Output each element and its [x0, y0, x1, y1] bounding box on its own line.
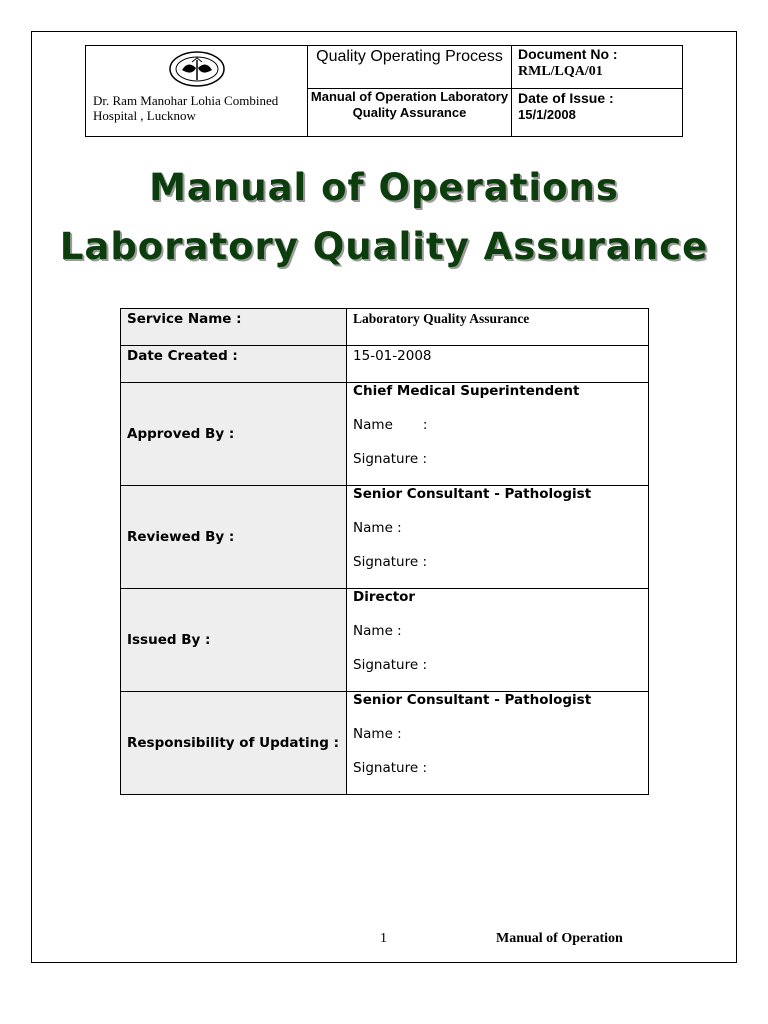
issued-by-label: Issued By : [121, 589, 347, 692]
table-row [121, 383, 649, 486]
date-of-issue-value: 15/1/2008 [518, 107, 576, 122]
document-number-value: RML/LQA/01 [518, 64, 603, 79]
issued-by-cell [347, 589, 649, 692]
issued-by-name: Name : [353, 623, 402, 639]
issued-by-signature: Signature : [353, 657, 428, 673]
approved-by-role: Chief Medical Superintendent [353, 383, 580, 399]
footer-title: Manual of Operation [496, 931, 623, 946]
table-row [121, 309, 649, 346]
reviewed-by-role: Senior Consultant - Pathologist [353, 486, 592, 502]
reviewed-by-signature: Signature : [353, 554, 428, 570]
manual-title: Manual of Operation Laboratory Quality Assurance [308, 89, 512, 136]
approved-by-cell [347, 383, 649, 486]
updating-responsibility-signature: Signature : [353, 760, 428, 776]
table-row [121, 589, 649, 692]
title-line-2: Laboratory Quality Assurance [59, 225, 709, 268]
issued-by-role: Director [353, 589, 416, 605]
reviewed-by-cell [347, 486, 649, 589]
date-created-label: Date Created : [121, 346, 347, 383]
title-line-1: Manual of Operations [149, 166, 619, 209]
page-number: 1 [380, 931, 387, 946]
emblem-icon [168, 50, 226, 88]
updating-responsibility-role: Senior Consultant - Pathologist [353, 692, 592, 708]
approved-by-name: Name : [353, 417, 428, 433]
date-created-value: 15-01-2008 [347, 346, 649, 383]
table-row [121, 486, 649, 589]
date-of-issue-label: Date of Issue : [518, 90, 614, 106]
approval-table [120, 308, 649, 795]
reviewed-by-label: Reviewed By : [121, 486, 347, 589]
approved-by-label: Approved By : [121, 383, 347, 486]
approved-by-signature: Signature : [353, 451, 428, 467]
updating-responsibility-cell [347, 692, 649, 795]
service-name-label: Service Name : [121, 309, 347, 346]
date-of-issue-cell [512, 89, 682, 136]
reviewed-by-name: Name : [353, 520, 402, 536]
updating-responsibility-name: Name : [353, 726, 402, 742]
updating-responsibility-label: Responsibility of Updating : [121, 692, 347, 795]
process-title: Quality Operating Process [308, 46, 512, 89]
hospital-name: Dr. Ram Manohar Lohia Combined Hospital , Lucknow [93, 93, 279, 123]
service-name-value: Laboratory Quality Assurance [347, 309, 649, 346]
table-row [121, 346, 649, 383]
table-row [121, 692, 649, 795]
document-header [85, 45, 683, 137]
document-number-cell [512, 46, 682, 89]
document-number-label: Document No : [518, 46, 618, 62]
hospital-cell [86, 46, 308, 136]
